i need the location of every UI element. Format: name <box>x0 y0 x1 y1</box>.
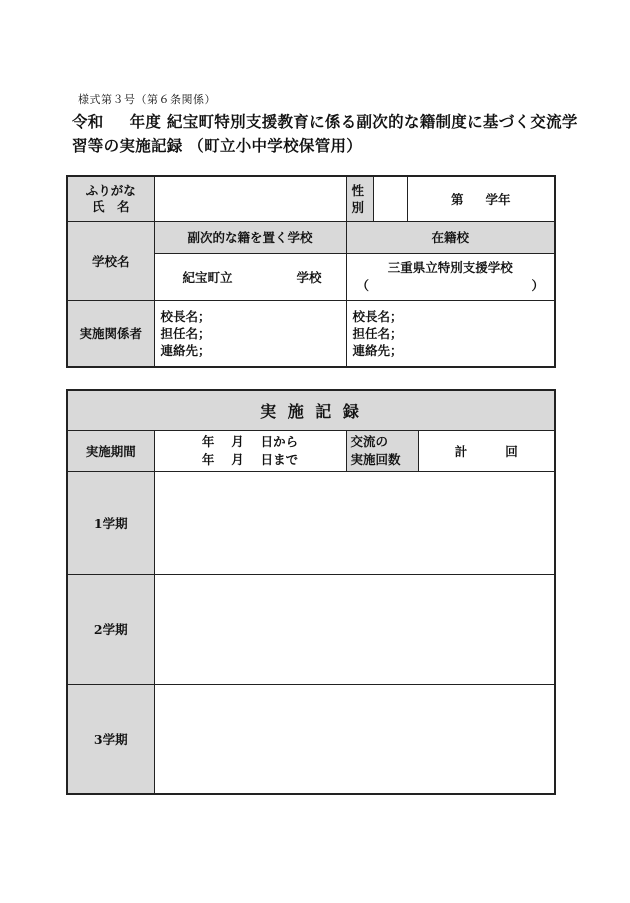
school-name-label: 学校名 <box>67 221 154 300</box>
gender-label-2: 別 <box>351 199 365 215</box>
enrolled-school-header: 在籍校 <box>346 221 555 253</box>
secondary-school-header: 副次的な籍を置く学校 <box>154 221 346 253</box>
period-label: 実施期間 <box>67 430 154 471</box>
period-from: 年 月 日から <box>201 433 299 449</box>
total-suffix: 回 <box>505 443 518 459</box>
grade-field[interactable] <box>407 176 555 221</box>
form-number: 様式第３号（第６条関係） <box>78 93 216 106</box>
furigana-label: ふりがな <box>85 182 136 198</box>
term-1-label: 1学期 <box>67 471 154 574</box>
exchange-label-1: 交流の <box>350 433 389 449</box>
mie-school-name: 三重県立特別支援学校 <box>387 259 513 275</box>
teacher-label: 担任名； <box>160 325 211 341</box>
secondary-personnel-field[interactable] <box>154 300 346 367</box>
kiho-school-field[interactable] <box>154 253 346 300</box>
principal-label: 校長名； <box>160 308 211 324</box>
principal-label: 校長名； <box>352 308 403 324</box>
kiho-prefix: 紀宝町立 <box>182 269 233 285</box>
gender-label-cell <box>346 176 373 221</box>
title-line1-rest: 年度 紀宝町特別支援教育に係る副次的な籍制度に基づく交流学 <box>129 112 578 131</box>
contact-label: 連絡先； <box>352 342 403 358</box>
enrolled-personnel-field[interactable] <box>346 300 555 367</box>
exchange-count-label <box>346 430 418 471</box>
grade-prefix: 第 <box>450 191 464 207</box>
total-count-field[interactable] <box>418 430 555 471</box>
paren-close: ） <box>531 277 544 293</box>
record-table <box>66 389 556 795</box>
name-label: 氏 名 <box>91 198 130 214</box>
mie-school-field[interactable] <box>346 253 555 300</box>
title-reiwa: 令和 <box>72 112 104 131</box>
term-2-label: 2学期 <box>67 574 154 684</box>
total-prefix: 計 <box>454 443 468 459</box>
personnel-label: 実施関係者 <box>67 300 154 367</box>
kiho-suffix: 学校 <box>296 269 322 285</box>
title-line2: 習等の実施記録 （町立小中学校保管用） <box>72 136 363 155</box>
grade-suffix: 学年 <box>485 191 511 207</box>
term-2-field[interactable] <box>154 574 555 684</box>
student-info-table <box>66 175 556 368</box>
paren-open: （ <box>356 277 370 293</box>
exchange-label-2: 実施回数 <box>350 451 401 467</box>
name-label-cell <box>67 176 154 221</box>
period-to: 年 月 日まで <box>201 451 299 467</box>
teacher-label: 担任名； <box>352 325 403 341</box>
record-heading: 実 施 記 録 <box>67 390 555 430</box>
gender-label-1: 性 <box>351 182 365 198</box>
contact-label: 連絡先； <box>160 342 211 358</box>
term-3-label: 3学期 <box>67 684 154 794</box>
gender-field[interactable] <box>373 176 407 221</box>
period-field[interactable] <box>154 430 346 471</box>
term-3-field[interactable] <box>154 684 555 794</box>
name-field[interactable] <box>154 176 346 221</box>
term-1-field[interactable] <box>154 471 555 574</box>
document-title <box>72 110 578 158</box>
